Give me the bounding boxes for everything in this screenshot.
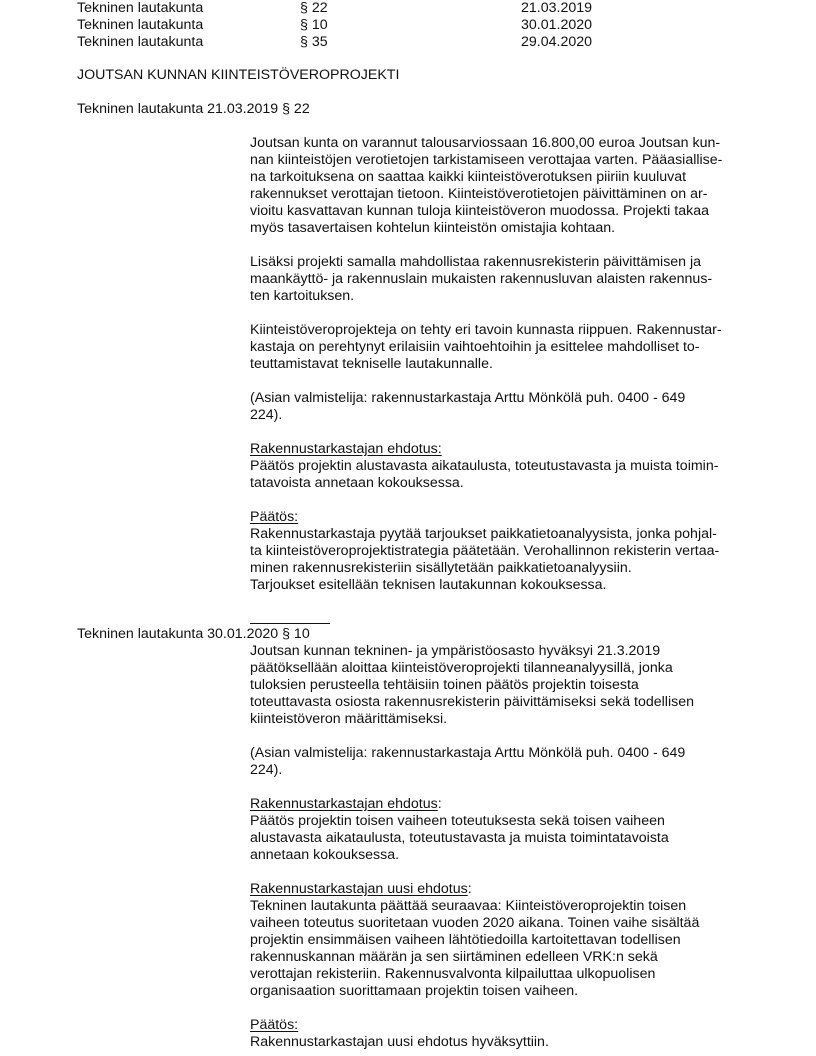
proposal-label — [250, 796, 442, 813]
text-line: kastaja on perehtynyt erilaisiin vaihtoehtoihin ja esittelee mahdolliset to- — [250, 339, 700, 355]
meeting-body: Tekninen lautakunta — [77, 34, 204, 50]
document-title: JOUTSAN KUNNAN KIINTEISTÖVEROPROJEKTI — [77, 67, 400, 83]
text-line: Joutsan kunnan tekninen- ja ympäristöosasto hyväksyi 21.3.2019 — [250, 643, 661, 659]
text-line: Rakennustarkastajan uusi ehdotus hyväksyttiin. — [250, 1034, 549, 1050]
text-line: annetaan kokouksessa. — [250, 847, 400, 863]
meeting-date: 30.01.2020 — [521, 17, 593, 33]
section-heading: Tekninen lautakunta 21.03.2019 § 22 — [77, 101, 310, 117]
text-line: vioitu kasvattavan kunnan tuloja kiinteistöveron muodossa. Projekti takaa — [250, 203, 709, 219]
text-line: verottajan rekisteriin. Rakennusvalvonta kilpailuttaa ulkopuolisen — [250, 966, 656, 982]
proposal-label-colon: : — [437, 796, 442, 812]
text-line: vaiheen toteutus suoritetaan vuoden 2020 aikana. Toinen vaihe sisältää — [250, 915, 700, 931]
new-proposal-label-text: Rakennustarkastajan uusi ehdotus — [250, 881, 468, 897]
text-line: rakennukset verottajan tietoon. Kiinteistöverotietojen päivittäminen on ar- — [250, 186, 708, 202]
text-line: Rakennustarkastaja pyytää tarjoukset paikkatietoanalyysista, jonka pohjal- — [250, 526, 717, 542]
text-line: nan kiinteistöjen verotietojen tarkistamiseen verottajaa varten. Pääasiallise- — [250, 152, 723, 168]
text-line: rakennuskannan määrän ja sen siirtäminen edelleen VRK:n sekä — [250, 949, 658, 965]
text-line: Tekninen lautakunta päättää seuraavaa: Kiinteistöveroprojektin toisen — [250, 898, 687, 914]
meeting-section: § 35 — [300, 34, 328, 50]
meeting-body: Tekninen lautakunta — [77, 0, 204, 16]
text-line: Päätös projektin toisen vaiheen toteutuksesta sekä toisen vaiheen — [250, 813, 665, 829]
meeting-body: Tekninen lautakunta — [77, 17, 204, 33]
meeting-section: § 22 — [300, 0, 328, 16]
text-line: (Asian valmistelija: rakennustarkastaja Arttu Mönkölä puh. 0400 - 649 — [250, 390, 686, 406]
new-proposal-label — [250, 881, 472, 898]
text-line: toteuttavasta osiosta rakennusrekisterin päivittämiseksi sekä todellisen — [250, 694, 694, 710]
text-line: Tarjoukset esitellään teknisen lautakunnan kokouksessa. — [250, 577, 607, 593]
meeting-date: 29.04.2020 — [521, 34, 593, 50]
text-line: kiinteistöveron määrittämiseksi. — [250, 711, 448, 727]
text-line: tuloksien perusteella tehtäisiin toinen päätös projektin toisesta — [250, 677, 639, 693]
text-line: ten kartoituksen. — [250, 288, 355, 304]
text-line: myös tasavertaisen kohtelun kiinteistön omistajia kohtaan. — [250, 220, 616, 236]
text-line: Päätös projektin alustavasta aikataulusta, toteutustavasta ja muista toimin- — [250, 458, 719, 474]
text-line: organisaation suorittamaan projektin toisen vaiheen. — [250, 983, 579, 999]
text-line: tatavoista annetaan kokouksessa. — [250, 475, 464, 491]
section-heading: Tekninen lautakunta 30.01.2020 § 10 — [77, 626, 310, 642]
meeting-section: § 10 — [300, 17, 328, 33]
text-line: alustavasta aikataulusta, toteutustavasta ja muista toimintatavoista — [250, 830, 669, 846]
text-line: Lisäksi projekti samalla mahdollistaa rakennusrekisterin päivittämisen ja — [250, 254, 702, 270]
meeting-date: 21.03.2019 — [521, 0, 593, 16]
text-line: teuttamistavat tekniselle lautakunnalle. — [250, 356, 493, 372]
decision-label: Päätös: — [250, 509, 299, 525]
decision-label: Päätös: — [250, 1017, 299, 1033]
section-divider — [250, 623, 330, 624]
text-line: minen rakennusrekisteriin sisällytetään paikkatietoanalyysiin. — [250, 560, 632, 576]
text-line: Joutsan kunta on varannut talousarviossaan 16.800,00 euroa Joutsan kun- — [250, 135, 721, 151]
text-line: (Asian valmistelija: rakennustarkastaja Arttu Mönkölä puh. 0400 - 649 — [250, 745, 686, 761]
new-proposal-label-colon: : — [467, 881, 472, 897]
text-line: päätöksellään aloittaa kiinteistöveroprojekti tilanneanalyysillä, jonka — [250, 660, 673, 676]
text-line: Kiinteistöveroprojekteja on tehty eri tavoin kunnasta riippuen. Rakennustar- — [250, 322, 722, 338]
text-line: ta kiinteistöveroprojektistrategia päätetään. Verohallinnon rekisterin vertaa- — [250, 543, 720, 559]
proposal-label: Rakennustarkastajan ehdotus: — [250, 441, 442, 457]
text-line: 224). — [250, 407, 283, 423]
text-line: 224). — [250, 762, 283, 778]
text-line: projektin ensimmäisen vaiheen lähtötiedoilla kartoitettavan todellisen — [250, 932, 681, 948]
text-line: maankäyttö- ja rakennuslain mukaisten rakennusluvan alaisten rakennus- — [250, 271, 713, 287]
proposal-label-text: Rakennustarkastajan ehdotus — [250, 796, 438, 812]
text-line: na tarkoituksena on saattaa kaikki kiinteistöverotuksen piiriin kuuluvat — [250, 169, 687, 185]
